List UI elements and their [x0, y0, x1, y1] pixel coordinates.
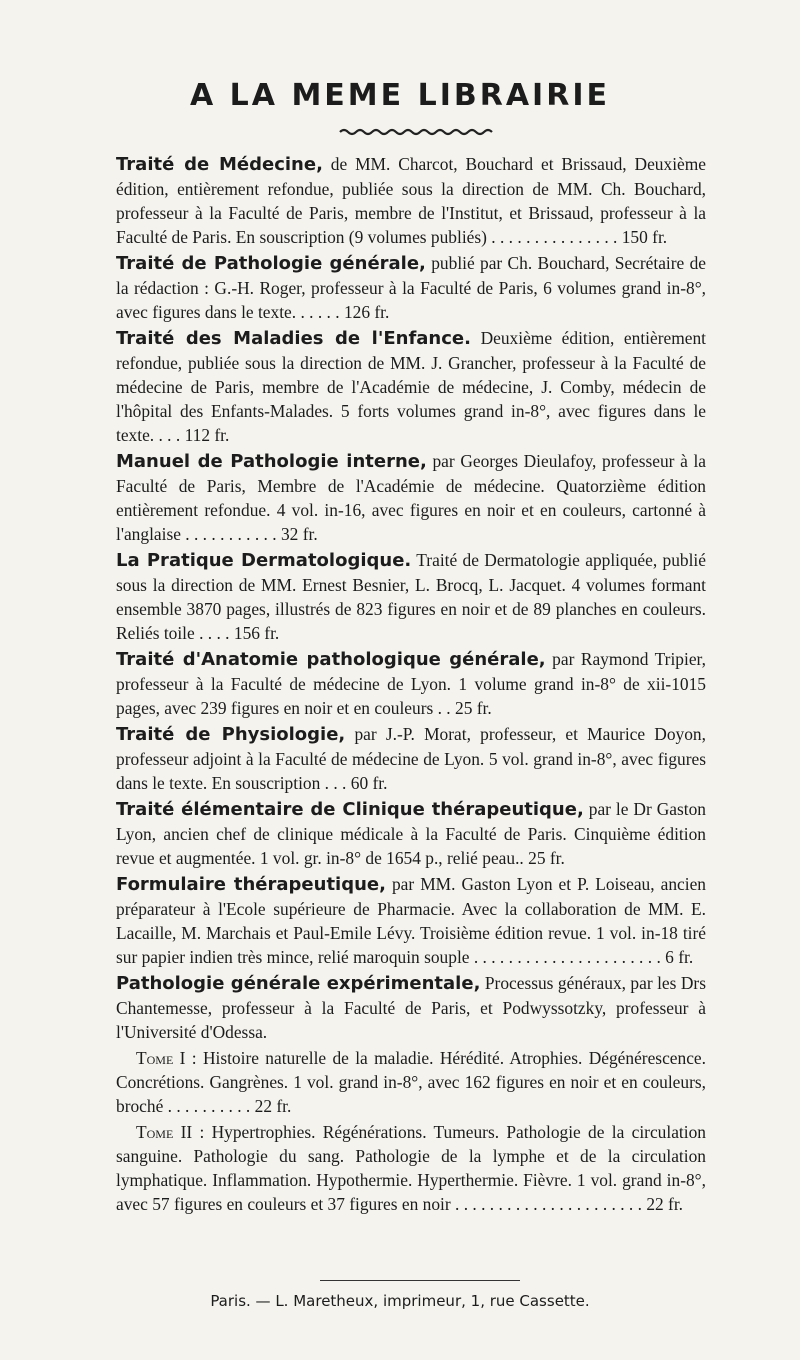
- entry-price: 156 fr.: [233, 623, 280, 643]
- entry-description: Deuxième édition, entièrement refondue, publiée sous la direction de MM. J. Grancher, professeur à la Faculté de médecine de Paris, membre de l'Académie de médecine, J. Comby, médecin de l'hôpital des Enfants-Malades. 5 forts volumes grand in-8°, avec figures dans le texte. . . .: [116, 328, 706, 445]
- entry-price: 112 fr.: [184, 425, 230, 445]
- tome-label: Tome I :: [136, 1048, 197, 1068]
- entry-title: Formulaire thérapeutique,: [116, 874, 386, 895]
- catalog-entry: [116, 722, 706, 795]
- entry-description: par Georges Dieulafoy, professeur à la Faculté de Paris, Membre de l'Académie de médecine. Quatorzième édition entièrement refondue. 4 vol. in-16, avec figures en noir et en couleurs, cartonné à l'anglaise . . . . . . . . . . .: [116, 451, 706, 544]
- catalog-entry: [116, 797, 706, 870]
- entry-description: Traité de Dermatologie appliquée, publié sous la direction de MM. Ernest Besnier, L. Brocq, L. Jacquet. 4 volumes formant ensemble 3870 pages, illustrés de 823 figures en noir et de 89 planches en couleurs. Reliés toile . . . .: [116, 550, 706, 643]
- catalog-entry: [116, 251, 706, 324]
- tome-entry: [116, 1120, 706, 1216]
- catalog-entry: [116, 152, 706, 249]
- catalog-entry: [116, 971, 706, 1044]
- entry-price: 6 fr.: [665, 947, 694, 967]
- entry-title: Traité de Médecine,: [116, 154, 323, 175]
- entry-price: 126 fr.: [343, 302, 390, 322]
- entry-title: Pathologie générale expérimentale,: [116, 973, 481, 994]
- entry-description: Processus généraux, par les Drs Chantemesse, professeur à la Faculté de Paris, et Podwyssotzky, professeur à l'Université d'Odessa.: [116, 973, 706, 1042]
- entry-description: par le Dr Gaston Lyon, ancien chef de clinique médicale à la Faculté de Paris. Cinquième édition revue et augmentée. 1 vol. gr. in-8° de 1654 p., relié peau..: [116, 799, 707, 868]
- entry-description: par Raymond Tripier, professeur à la Faculté de médecine de Lyon. 1 volume grand in-8° de xii-1015 pages, avec 239 figures en noir et en couleurs . .: [116, 649, 706, 718]
- tome-label: Tome II :: [136, 1122, 205, 1142]
- entry-title: Manuel de Pathologie interne,: [116, 451, 427, 472]
- catalog-entry: [116, 449, 706, 546]
- entry-description: de MM. Charcot, Bouchard et Brissaud, Deuxième édition, entièrement refondue, publiée sous la direction de MM. Ch. Bouchard, professeur à la Faculté de Paris, membre de l'Institut, et Brissaud, professeur à la Faculté de Paris. En souscription (9 volumes publiés) . . . . . . . . . . . . . . .: [116, 154, 706, 247]
- entry-title: Traité d'Anatomie pathologique générale,: [116, 649, 546, 670]
- catalog-entry: [116, 326, 706, 447]
- entry-title: Traité des Maladies de l'Enfance.: [116, 328, 471, 349]
- entry-title: Traité de Pathologie générale,: [116, 253, 426, 274]
- tome-price: 22 fr.: [254, 1096, 292, 1116]
- catalog-list: [116, 152, 706, 1218]
- entry-description: par J.-P. Morat, professeur, et Maurice Doyon, professeur adjoint à la Faculté de médecine de Lyon. 5 vol. grand in-8°, avec figures dans le texte. En souscription . . .: [116, 724, 706, 793]
- entry-title: La Pratique Dermatologique.: [116, 550, 412, 571]
- entry-description: par MM. Gaston Lyon et P. Loiseau, ancien préparateur à l'Ecole supérieure de Pharmacie. Avec la collaboration de MM. E. Lacaille, M. Marchais et Paul-Emile Lévy. Troisième édition revue. 1 vol. in-18 tiré sur papier indien très mince, relié maroquin souple . . . . . . . . . . . . . . . . . . . . . .: [116, 874, 706, 967]
- tome-description: Hypertrophies. Régénérations. Tumeurs. Pathologie de la circulation sanguine. Pathologie du sang. Pathologie de la lymphe et de la circulation lymphatique. Inflammation. Hypothermie. Hyperthermie. Fièvre. 1 vol. grand in-8°, avec 57 figures en couleurs et 37 figures en noir . . . . . . . . . . . . . . . . . . . . . .: [116, 1122, 706, 1214]
- catalog-entry: [116, 647, 706, 720]
- page-title: A LA MEME LIBRAIRIE: [190, 78, 610, 113]
- tome-entry: [116, 1046, 706, 1118]
- entry-price: 25 fr.: [528, 848, 565, 868]
- entry-price: 25 fr.: [455, 698, 492, 718]
- entry-price: 60 fr.: [350, 773, 388, 793]
- imprint-footer: Paris. — L. Maretheux, imprimeur, 1, rue Cassette.: [210, 1292, 590, 1310]
- catalog-entry: [116, 872, 706, 969]
- tome-price: 22 fr.: [646, 1194, 684, 1214]
- tome-description: Histoire naturelle de la maladie. Hérédité. Atrophies. Dégénérescence. Concrétions. Gangrènes. 1 vol. grand in-8°, avec 162 figures en noir et en couleurs, broché . . . . . . . . . .: [116, 1048, 706, 1116]
- entry-title: Traité élémentaire de Clinique thérapeutique,: [116, 799, 584, 820]
- ornament-divider: [338, 128, 498, 136]
- entry-price: 150 fr.: [621, 227, 668, 247]
- catalog-entry: [116, 548, 706, 645]
- footer-rule: [320, 1280, 520, 1281]
- entry-price: 32 fr.: [280, 524, 318, 544]
- entry-description: publié par Ch. Bouchard, Secrétaire de la rédaction : G.-H. Roger, professeur à la Faculté de Paris, 6 volumes grand in-8°, avec figures dans le texte. . . . . .: [116, 253, 707, 322]
- entry-title: Traité de Physiologie,: [116, 724, 346, 745]
